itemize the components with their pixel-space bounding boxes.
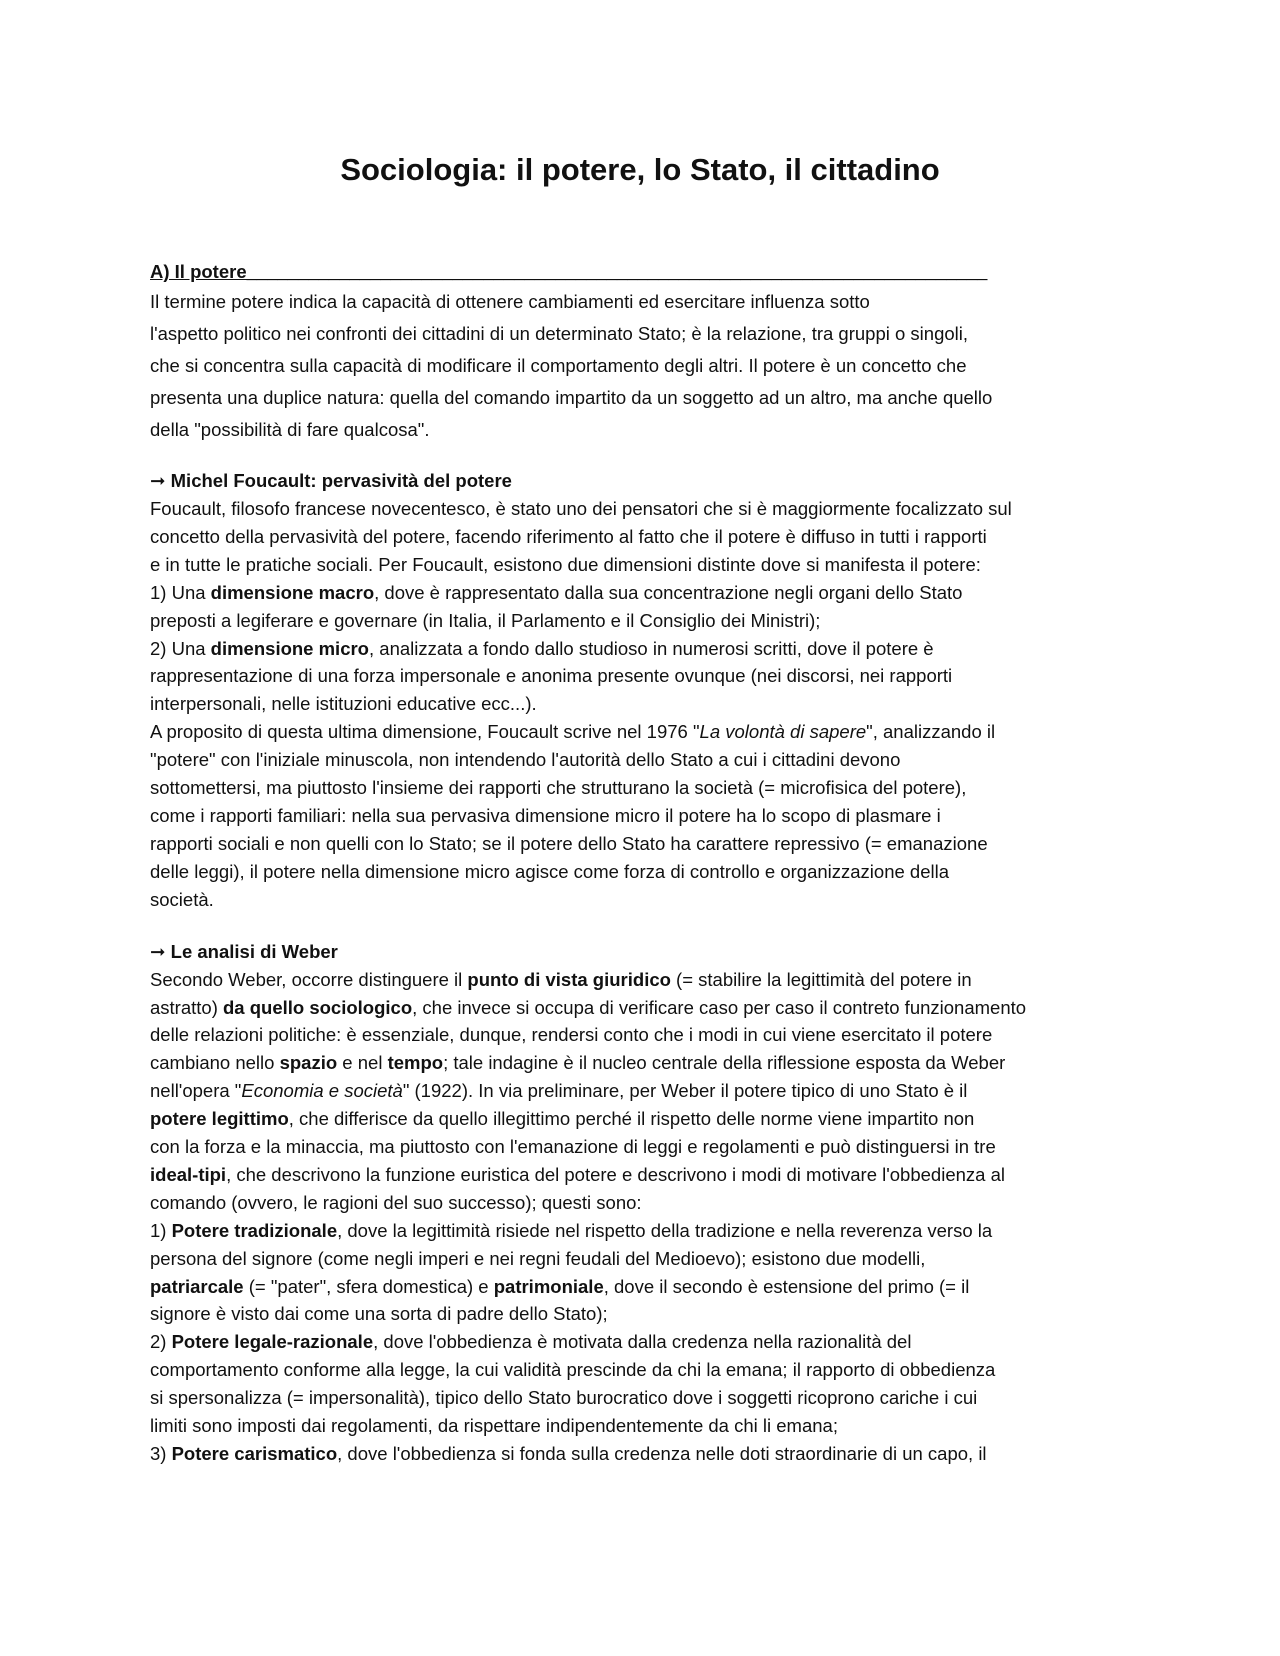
bold-term: tempo bbox=[387, 1052, 444, 1074]
text-line: della "possibilità di fare qualcosa". bbox=[150, 419, 430, 440]
text-line: A proposito di questa ultima dimensione, Foucault scrive nel 1976 "La volontà di sapere", analizzando il bbox=[150, 721, 996, 743]
text-line: limiti sono imposti dai regolamenti, da rispettare indipendentemente da chi li emana; bbox=[150, 1415, 838, 1437]
text-line: delle relazioni politiche: è essenziale, dunque, rendersi conto che i modi in cui viene esercitato il potere bbox=[150, 1024, 993, 1046]
bold-term: dimensione macro bbox=[210, 581, 375, 603]
text-line: persona del signore (come negli imperi e nei regni feudali del Medioevo); esistono due modelli, bbox=[150, 1247, 926, 1269]
bold-term: spazio bbox=[279, 1052, 338, 1074]
text-line: si spersonalizza (= impersonalità), tipico dello Stato burocratico dove i soggetti ricoprono cariche i cui bbox=[150, 1387, 978, 1409]
text-line: preposti a legiferare e governare (in Italia, il Parlamento e il Consiglio dei Ministri); bbox=[150, 609, 821, 631]
bold-term: Potere carismatico bbox=[171, 1443, 338, 1464]
text-line: l'aspetto politico nei confronti dei cittadini di un determinato Stato; è la relazione, tra gruppi o singoli, bbox=[150, 323, 969, 344]
text-line: 1) Una dimensione macro, dove è rappresentato dalla sua concentrazione negli organi dello Stato bbox=[150, 581, 963, 603]
text-line: sottomettersi, ma piuttosto l'insieme dei rapporti che strutturano la società (= microfisica del potere), bbox=[150, 777, 967, 799]
section-intro-paragraph bbox=[150, 286, 1140, 446]
italic-title: Economia e società bbox=[241, 1080, 403, 1102]
paragraph-spacer bbox=[150, 914, 1140, 938]
text-line: concetto della pervasività del potere, facendo riferimento al fatto che il potere è diffuso in tutti i rapporti bbox=[150, 525, 987, 547]
text-line: che si concentra sulla capacità di modificare il comportamento degli altri. Il potere è un concetto che bbox=[150, 355, 967, 376]
text-line: delle leggi), il potere nella dimensione micro agisce come forza di controllo e organizzazione della bbox=[150, 860, 950, 882]
text-line: interpersonali, nelle istituzioni educative ecc...). bbox=[150, 693, 537, 715]
text-line: nell'opera "Economia e società" (1922). In via preliminare, per Weber il potere tipico di uno Stato è il bbox=[150, 1080, 968, 1102]
paragraph-spacer bbox=[150, 446, 1140, 467]
text-line: comando (ovvero, le ragioni del suo successo); questi sono: bbox=[150, 1191, 642, 1213]
text-line: 2) Una dimensione micro, analizzata a fondo dallo studioso in numerosi scritti, dove il potere è bbox=[150, 637, 934, 659]
text-line: ideal-tipi, che descrivono la funzione euristica del potere e descrivono i modi di motivare l'obbedienza al bbox=[150, 1163, 1005, 1185]
text-line: e in tutte le pratiche sociali. Per Foucault, esistono due dimensioni distinte dove si manifesta il potere: bbox=[150, 553, 981, 575]
text-line: rappresentazione di una forza impersonale e anonima presente ovunque (nei discorsi, nei rapporti bbox=[150, 665, 953, 687]
text-line: 1) Potere tradizionale, dove la legittimità risiede nel rispetto della tradizione e nella reverenza verso la bbox=[150, 1219, 993, 1241]
document-body bbox=[150, 258, 1140, 1468]
section-heading-potere: A) Il potere________________________________________________________________________ bbox=[150, 261, 988, 282]
text-line: Il termine potere indica la capacità di ottenere cambiamenti ed esercitare influenza sotto bbox=[150, 291, 870, 312]
text-line: Foucault, filosofo francese novecentesco, è stato uno dei pensatori che si è maggiormente focalizzato sul bbox=[150, 498, 1012, 519]
bold-term: Potere tradizionale bbox=[171, 1219, 338, 1241]
text-line: presenta una duplice natura: quella del comando impartito da un soggetto ad un altro, ma anche quello bbox=[150, 387, 993, 408]
text-line: signore è visto dai come una sorta di padre dello Stato); bbox=[150, 1303, 608, 1325]
text-line: "potere" con l'iniziale minuscola, non intendendo l'autorità dello Stato a cui i cittadini devono bbox=[150, 749, 901, 771]
text-line: 2) Potere legale-razionale, dove l'obbedienza è motivata dalla credenza nella razionalità del bbox=[150, 1331, 912, 1353]
text-line: con la forza e la minaccia, ma piuttosto con l'emanazione di leggi e regolamenti e può distinguersi in tre bbox=[150, 1136, 996, 1158]
subheading-foucault: ➞ Michel Foucault: pervasività del potere bbox=[150, 470, 512, 491]
text-line: rapporti sociali e non quelli con lo Stato; se il potere dello Stato ha carattere repressivo (= emanazione bbox=[150, 832, 988, 854]
bold-term: patriarcale bbox=[150, 1275, 244, 1297]
bold-term: patrimoniale bbox=[493, 1275, 604, 1297]
text-line: 3) Potere carismatico, dove l'obbedienza si fonda sulla credenza nelle doti straordinarie di un capo, il bbox=[150, 1443, 987, 1464]
subheading-weber: ➞ Le analisi di Weber bbox=[150, 940, 338, 962]
foucault-paragraph bbox=[150, 495, 1140, 914]
text-line: società. bbox=[150, 888, 214, 910]
bold-term: Potere legale-razionale bbox=[171, 1331, 374, 1353]
bold-term: da quello sociologico bbox=[223, 996, 413, 1018]
italic-title: La volontà di sapere bbox=[699, 721, 867, 743]
document-title: Sociologia: il potere, lo Stato, il cittadino bbox=[340, 152, 940, 187]
bold-term: punto di vista giuridico bbox=[467, 968, 671, 990]
text-line: patriarcale (= "pater", sfera domestica) e patrimoniale, dove il secondo è estensione del primo (= il bbox=[150, 1275, 970, 1297]
bold-term: potere legittimo bbox=[150, 1108, 289, 1130]
text-line: Secondo Weber, occorre distinguere il punto di vista giuridico (= stabilire la legittimità del potere in bbox=[150, 968, 972, 990]
bold-term: dimensione micro bbox=[210, 637, 369, 659]
text-line: astratto) da quello sociologico, che invece si occupa di verificare caso per caso il contreto funzionamento bbox=[150, 996, 1027, 1018]
bold-term: ideal-tipi bbox=[150, 1163, 227, 1185]
text-line: come i rapporti familiari: nella sua pervasiva dimensione micro il potere ha lo scopo di plasmare i bbox=[150, 804, 941, 826]
text-line: cambiano nello spazio e nel tempo; tale indagine è il nucleo centrale della riflessione esposta da Weber bbox=[150, 1052, 1006, 1074]
weber-paragraph bbox=[150, 966, 1140, 1468]
text-line: comportamento conforme alla legge, la cui validità prescinde da chi la emana; il rapporto di obbedienza bbox=[150, 1359, 996, 1381]
text-line: potere legittimo, che differisce da quello illegittimo perché il rispetto delle norme viene impartito non bbox=[150, 1108, 975, 1130]
